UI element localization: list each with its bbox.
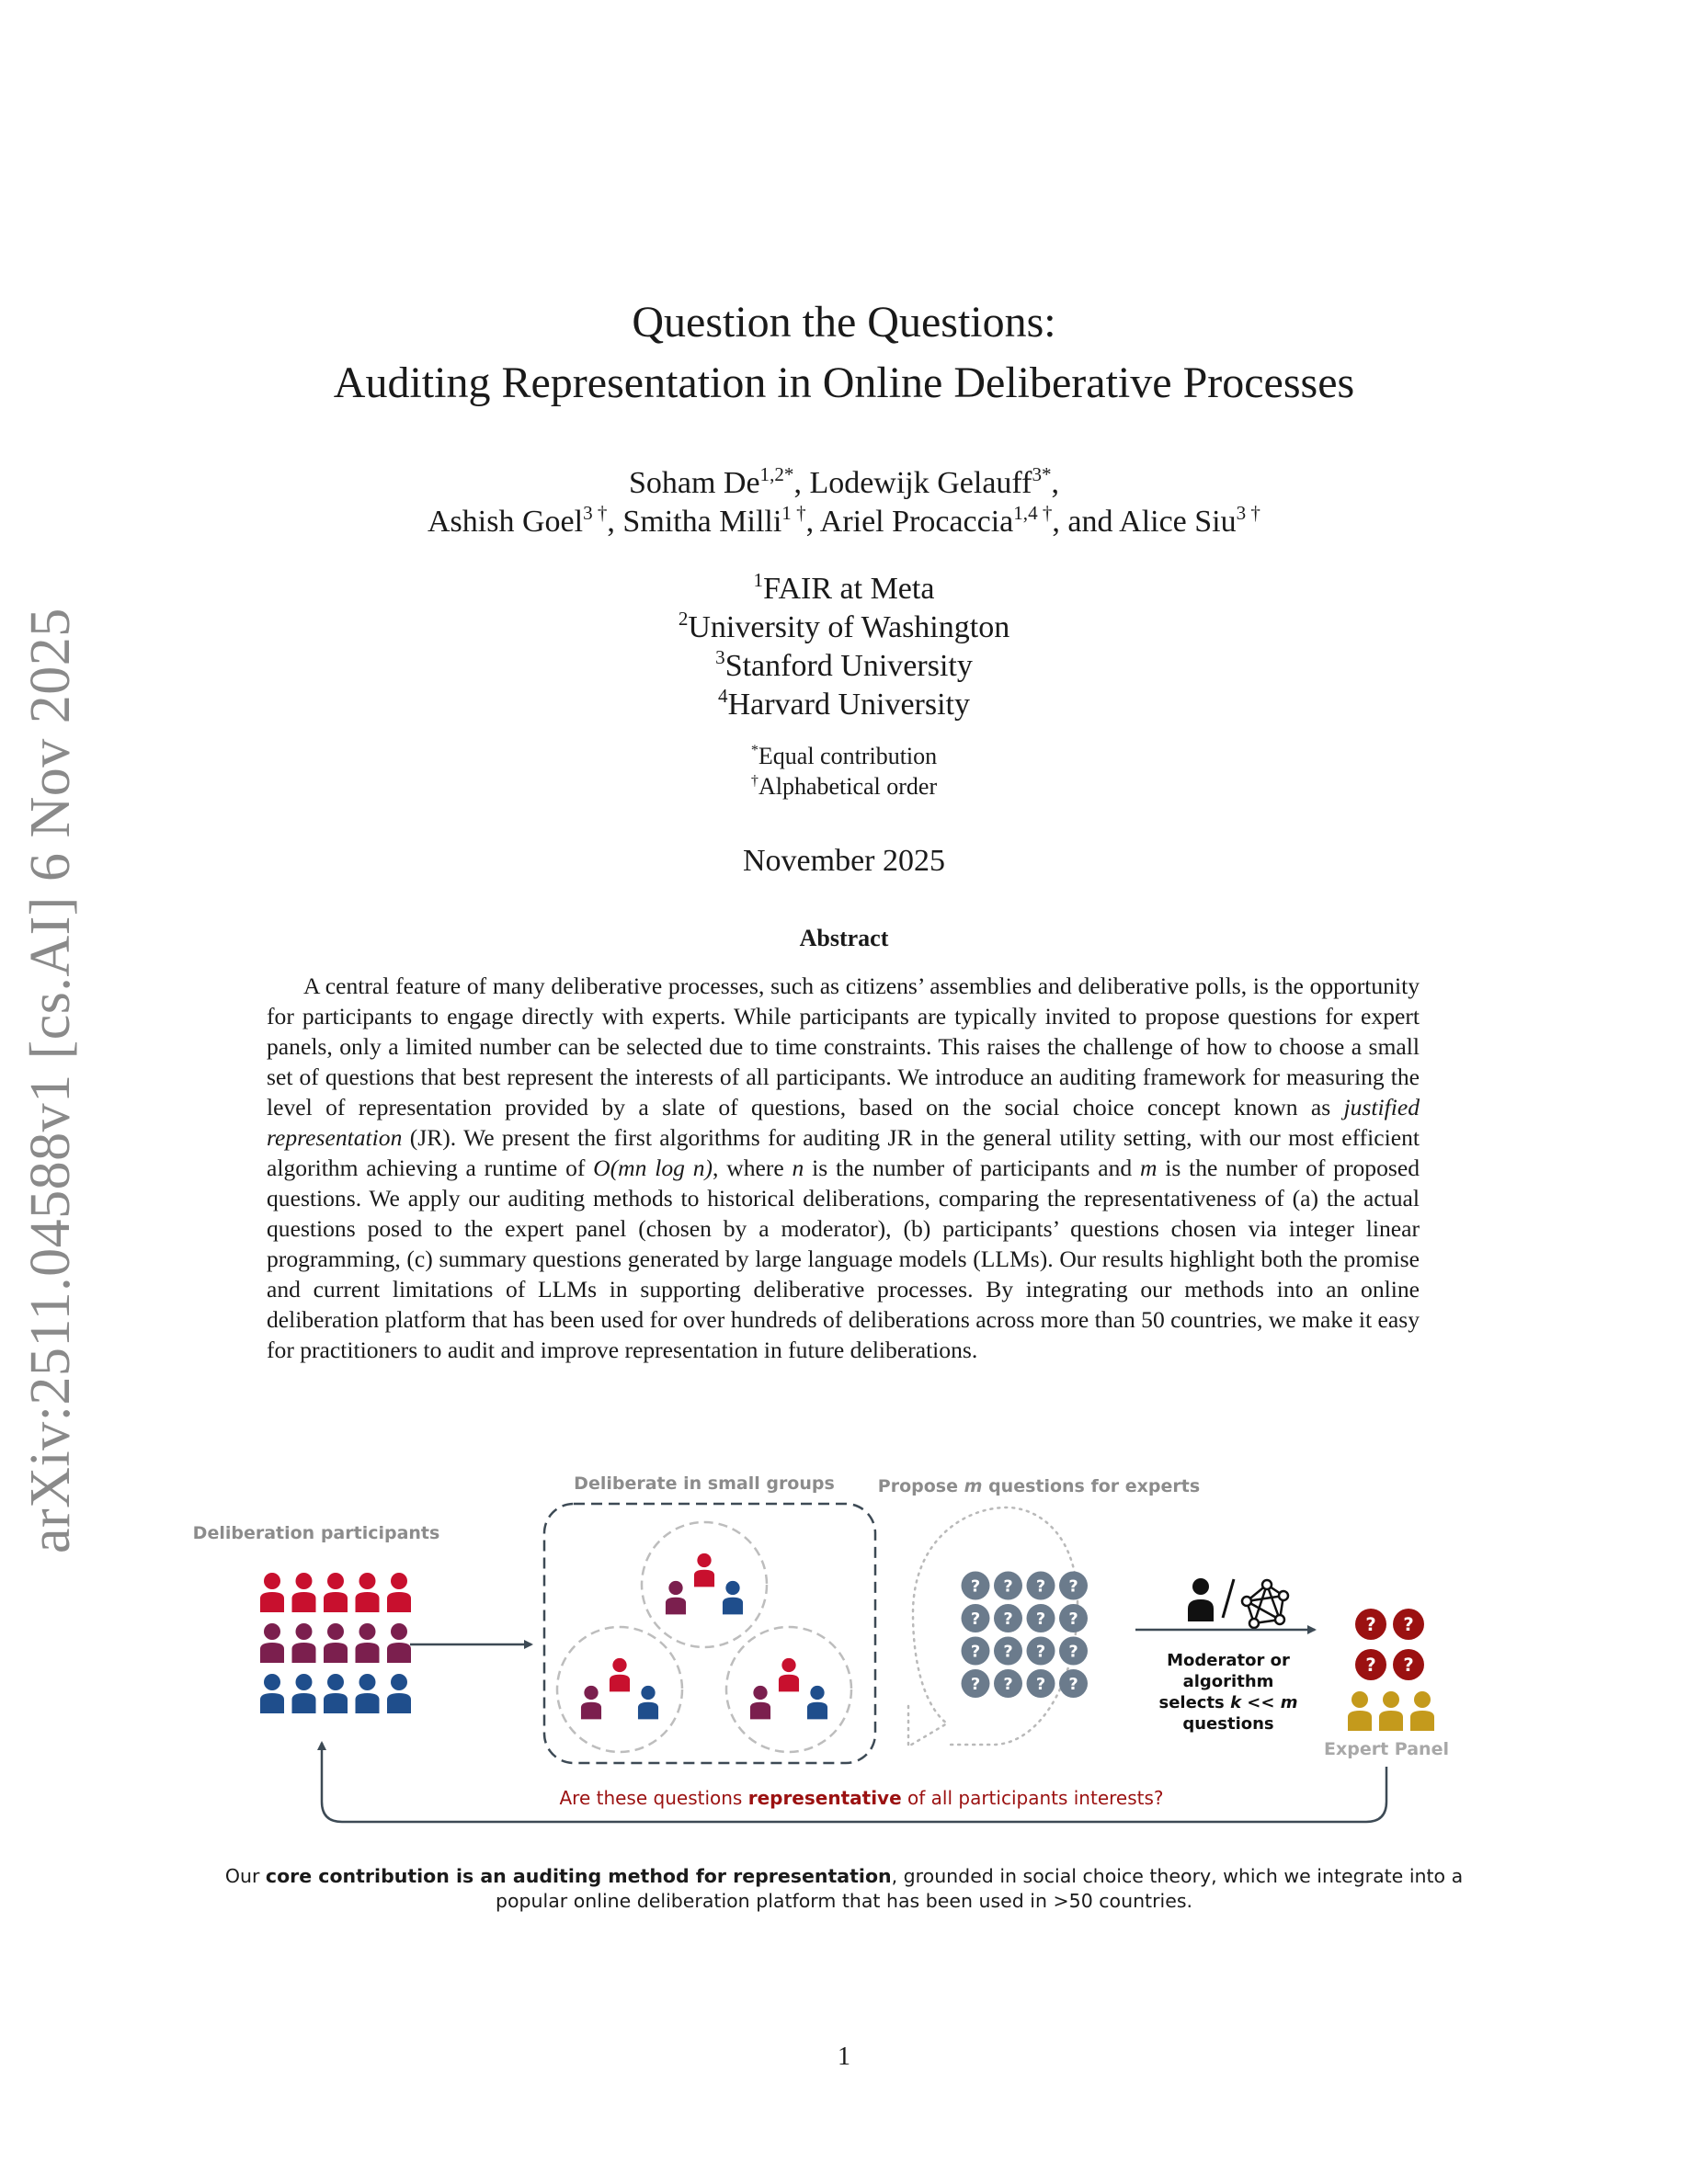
svg-text:?: ? <box>1035 1610 1046 1630</box>
svg-text:?: ? <box>970 1610 981 1630</box>
person-icon <box>292 1623 316 1663</box>
overview-figure <box>0 1452 1688 1930</box>
person-icon <box>581 1686 601 1720</box>
question-icon <box>1027 1637 1055 1666</box>
moderator-text <box>1158 1651 1297 1734</box>
author-name: Alice Siu <box>1119 505 1237 539</box>
question-icon <box>1027 1669 1055 1698</box>
person-icon <box>324 1623 348 1663</box>
paper-title <box>0 292 1688 414</box>
person-icon <box>779 1658 799 1692</box>
emphasis: justified representation <box>267 1094 1420 1151</box>
expert-panel-people <box>1348 1691 1434 1731</box>
question-icon <box>1393 1649 1424 1680</box>
person-icon <box>324 1573 348 1612</box>
svg-text:?: ? <box>1403 1655 1414 1677</box>
person-icon <box>260 1674 284 1713</box>
author-name: Ariel Procaccia <box>819 505 1014 539</box>
svg-text:Moderator or: Moderator or <box>1167 1651 1290 1670</box>
note: †Alphabetical order <box>750 773 938 800</box>
svg-text:?: ? <box>1403 1614 1414 1636</box>
person-icon <box>1379 1691 1403 1731</box>
svg-text:selects k << m: selects k << m <box>1158 1693 1298 1712</box>
question-icon <box>1027 1572 1055 1600</box>
author-name: Soham De <box>628 466 760 500</box>
author-list: Soham $De^{1,2*}$, Lodewijk Gelauff$^{3*}$, Ashish Goel$^{3 \dagger}$, Smitha Milli$^{1 \dagger}$, Ariel Procaccia$^{1,4 \dagger}$, and Alice Siu$^{3 \dagger}$ <box>428 462 1260 539</box>
person-icon <box>723 1581 743 1615</box>
author-marks: 1,2* <box>759 462 794 485</box>
algorithm-network-icon <box>1242 1580 1288 1628</box>
slash-divider <box>1223 1579 1234 1618</box>
author-marks: 1 † <box>781 501 806 524</box>
participants-label: Deliberation participants <box>192 1523 440 1543</box>
affiliation: $^3$Stanford University <box>715 645 973 683</box>
question-icon <box>1059 1604 1088 1632</box>
person-icon <box>666 1581 686 1615</box>
svg-text:?: ? <box>1068 1610 1078 1630</box>
svg-text:?: ? <box>1068 1642 1078 1662</box>
svg-text:?: ? <box>1003 1576 1013 1597</box>
person-icon <box>638 1686 658 1720</box>
math: O(mn log n) <box>593 1155 713 1181</box>
small-groups <box>557 1522 851 1752</box>
svg-text:?: ? <box>970 1675 981 1695</box>
question-icon <box>1355 1649 1386 1680</box>
groups-label: Deliberate in small groups <box>574 1473 835 1494</box>
person-icon <box>387 1674 411 1713</box>
author-name: Ashish Goel <box>428 505 584 539</box>
math: m <box>1139 1155 1158 1181</box>
person-icon <box>292 1674 316 1713</box>
svg-text:?: ? <box>1365 1614 1376 1636</box>
publication-date: November 2025 <box>742 844 945 878</box>
svg-text:?: ? <box>1035 1576 1046 1597</box>
selected-questions <box>1355 1609 1424 1680</box>
svg-text:?: ? <box>1003 1675 1013 1695</box>
person-icon <box>1348 1691 1372 1731</box>
person-icon <box>324 1674 348 1713</box>
question-icon <box>1059 1572 1088 1600</box>
math: n <box>792 1155 804 1181</box>
svg-text:?: ? <box>1035 1675 1046 1695</box>
speech-bubble <box>908 1507 1078 1746</box>
question-icon <box>994 1637 1022 1666</box>
page-number: 1 <box>838 2042 850 2071</box>
participants-grid <box>260 1573 411 1713</box>
svg-text:?: ? <box>970 1576 981 1597</box>
abstract-heading: Abstract <box>799 925 889 951</box>
question-icon <box>1059 1669 1088 1698</box>
svg-text:?: ? <box>1068 1675 1078 1695</box>
person-icon <box>356 1573 380 1612</box>
svg-text:algorithm: algorithm <box>1182 1672 1274 1691</box>
author-marks: 3* <box>1032 462 1052 485</box>
question-grid <box>962 1572 1089 1699</box>
affiliation: $^4$Harvard University <box>718 684 970 722</box>
question-icon <box>962 1572 990 1600</box>
person-icon <box>750 1686 770 1720</box>
person-icon <box>356 1623 380 1663</box>
author-notes <box>0 741 1688 802</box>
title-line-1: Question the Questions: <box>632 298 1056 347</box>
svg-text:?: ? <box>1068 1576 1078 1597</box>
question-icon <box>994 1604 1022 1632</box>
person-icon <box>356 1674 380 1713</box>
arxiv-identifier: arXiv:2511.04588v1 [cs.AI] 6 Nov 2025 <box>19 608 82 1553</box>
question-icon <box>962 1669 990 1698</box>
authors-joiner: and <box>1067 505 1113 539</box>
author-marks: 1,4 † <box>1013 501 1053 524</box>
svg-text:?: ? <box>970 1642 981 1662</box>
person-icon <box>260 1573 284 1612</box>
svg-text:?: ? <box>1035 1642 1046 1662</box>
caption-emphasis: core contribution is an auditing method for representation <box>265 1865 892 1887</box>
question-icon <box>994 1572 1022 1600</box>
svg-text:?: ? <box>1003 1642 1013 1662</box>
person-icon <box>610 1658 630 1692</box>
person-icon <box>1410 1691 1434 1731</box>
person-icon <box>292 1573 316 1612</box>
abstract-body: A central feature of many deliberative processes, such as citizens’ assemblies and deliberative polls, is the opportunity for participants to engage directly with experts. While participants are typically invited to propose questions for expert panels, only a limited number can be selected due to time constraints. This raises the challenge of how to choose a small set of questions that best represent the interests of all participants. We introduce an auditing framework for measuring the level of representation provided by a slate of questions, based on the social choice concept known as justified representation (JR). We present the first algorithms for auditing JR in the general utility setting, with our most efficient algorithm achieving a runtime of O(mn log n), where n is the number of participants and m is the number of proposed questions. We apply our auditing methods to historical deliberations, comparing the representativeness of (a) the actual questions posed to the expert panel (chosen by a moderator), (b) participants’ questions chosen via integer linear programming, (c) summary questions generated by large language models (LLMs). Our results highlight both the promise and current limitations of LLMs in supporting deliberative processes. By integrating our methods into an online deliberation platform that has been used for over hundreds of deliberations across more than 50 countries, we make it easy for practitioners to audit and improve representation in future deliberations. <box>267 973 1420 1363</box>
moderator-icon <box>1188 1578 1214 1621</box>
svg-text:questions: questions <box>1182 1714 1274 1734</box>
question-icon <box>1393 1609 1424 1640</box>
question-icon <box>994 1669 1022 1698</box>
affiliation: $^1$FAIR at Meta <box>753 568 935 606</box>
svg-text:?: ? <box>1365 1655 1376 1677</box>
propose-label: Propose m questions for experts <box>877 1476 1201 1496</box>
svg-text:?: ? <box>1003 1610 1013 1630</box>
question-icon <box>962 1637 990 1666</box>
note: *Equal contribution <box>750 743 938 769</box>
author-name: Lodewijk Gelauff <box>809 466 1032 500</box>
person-icon <box>387 1573 411 1612</box>
person-icon <box>260 1623 284 1663</box>
author-marks: 3 † <box>583 501 608 524</box>
person-icon <box>694 1553 714 1587</box>
affiliation-list <box>0 570 1688 724</box>
author-name: Smitha Milli <box>622 505 782 539</box>
person-icon <box>387 1623 411 1663</box>
title-line-2: Auditing Representation in Online Deliberative Processes <box>333 358 1355 407</box>
question-icon <box>1059 1637 1088 1666</box>
representation-question: Are these questions representative of all participants interests? <box>559 1787 1164 1809</box>
expert-panel-label: Expert Panel <box>1324 1739 1449 1759</box>
author-marks: 3 † <box>1236 501 1260 524</box>
question-icon <box>1027 1604 1055 1632</box>
figure-caption: Our core contribution is an auditing method for representation, grounded in social choice theory, which we integrate into a popular online deliberation platform that has been used in >50 countries. <box>224 1865 1464 1912</box>
question-icon <box>962 1604 990 1632</box>
feedback-loop-arrow <box>322 1743 1386 1822</box>
affiliation: $^2$University of Washington <box>678 607 1010 644</box>
person-icon <box>807 1686 827 1720</box>
question-icon <box>1355 1609 1386 1640</box>
